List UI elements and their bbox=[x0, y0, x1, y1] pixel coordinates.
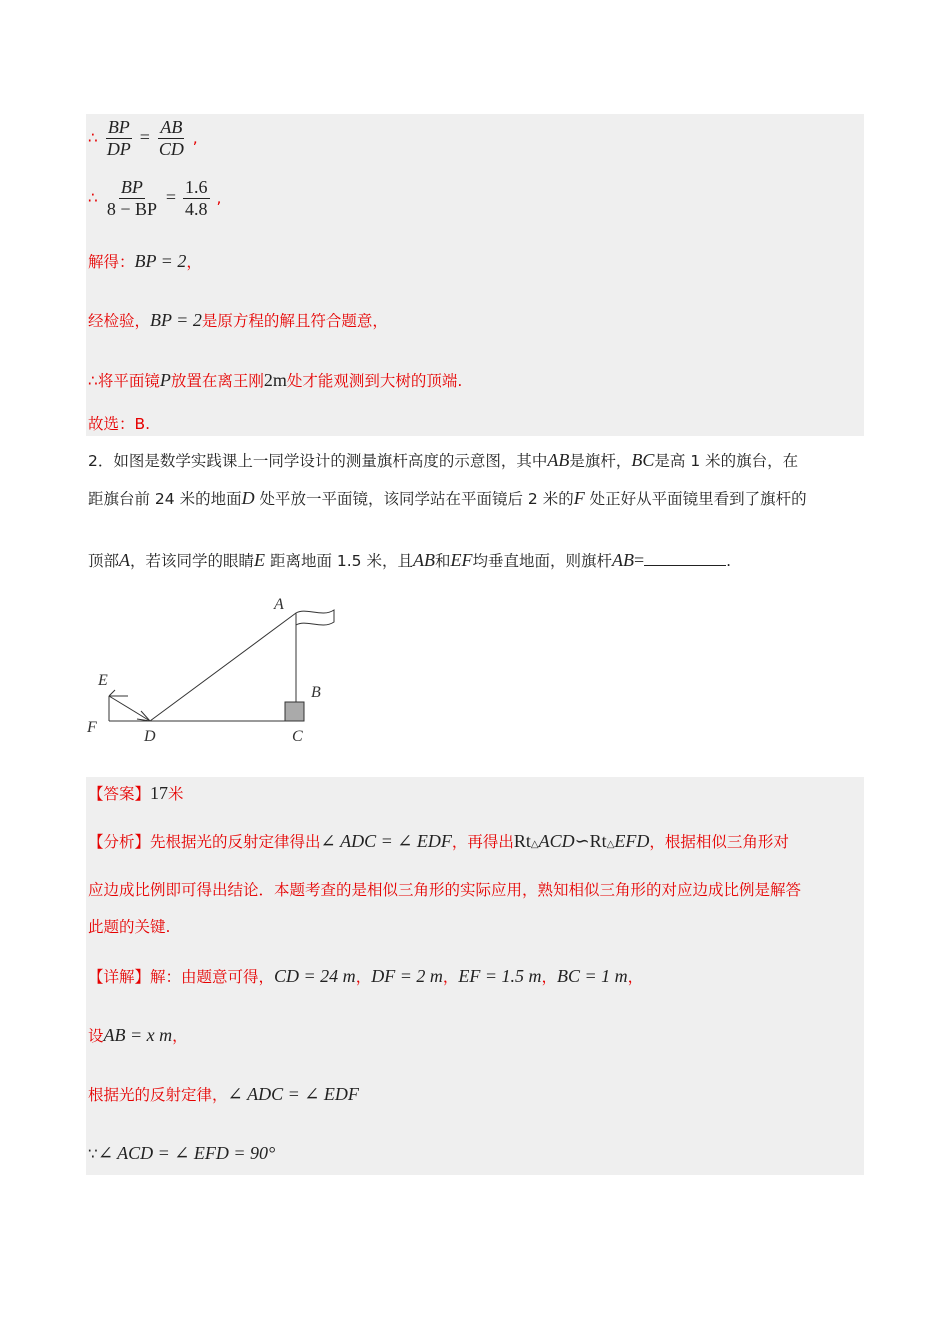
question-2-line-3: 顶部A，若该同学的眼睛E 距离地面 1.5 米，且AB和EF均垂直地面，则旗杆AB= . bbox=[88, 550, 732, 570]
triangle-symbol: △ bbox=[606, 839, 615, 850]
light-ray-ad bbox=[150, 613, 296, 721]
flagpole-diagram bbox=[84, 592, 344, 752]
analysis-line-3: 此题的关键. bbox=[88, 918, 171, 936]
label-d: D bbox=[144, 728, 156, 745]
detail-line-3: 根据光的反射定律，∠ ADC = ∠ EDF bbox=[88, 1084, 359, 1104]
fraction-ab-cd: $\frac{AB}{CD}$ bbox=[158, 117, 184, 159]
step-conclusion: ∴将平面镜P放置在离王刚2m处才能观测到大树的顶端. bbox=[88, 370, 463, 390]
step-ratio-1: ∴ $\frac{BP}{DP}$ = $\frac{AB}{CD}$ , bbox=[88, 117, 198, 159]
step-check: 经检验，BP = 2是原方程的解且符合题意， bbox=[88, 310, 388, 330]
label-a: A bbox=[274, 596, 284, 613]
answer-blank bbox=[644, 549, 726, 566]
detail-line-1: 【详解】解：由题意可得，CD = 24 m，DF = 2 m，EF = 1.5 m，BC = 1 m， bbox=[88, 966, 644, 986]
question-2-line-1: 2．如图是数学实践课上一同学设计的测量旗杆高度的示意图，其中AB是旗杆，BC是高 1 米的旗台，在 bbox=[88, 450, 799, 470]
label-c: C bbox=[292, 728, 303, 745]
light-ray-de bbox=[109, 696, 150, 721]
fraction-bp-8-bp: $\frac{BP}{8 - BP}$ bbox=[106, 177, 157, 219]
analysis-line-2: 应边成比例即可得出结论．本题考查的是相似三角形的实际应用，熟知相似三角形的对应边成比例是解答 bbox=[88, 881, 802, 899]
step-ratio-2: ∴ $\frac{BP}{8 - BP}$ = $\frac{1.6}{4.8}$ , bbox=[88, 177, 222, 219]
triangle-symbol: △ bbox=[530, 839, 539, 850]
fraction-bp-dp: $\frac{BP}{DP}$ bbox=[106, 117, 131, 159]
label-e: E bbox=[98, 672, 108, 689]
flag-platform bbox=[285, 702, 304, 721]
step-solve: 解得：BP = 2， bbox=[88, 251, 202, 271]
label-b: B bbox=[311, 684, 321, 701]
detail-line-2: 设AB = x m， bbox=[88, 1025, 188, 1045]
flag bbox=[296, 610, 334, 625]
eye-marker bbox=[109, 690, 128, 696]
analysis-line-1: 【分析】先根据光的反射定律得出∠ ADC = ∠ EDF，再得出Rt△ACD∽Rt△EFD，根据相似三角形对 bbox=[88, 831, 789, 851]
label-f: F bbox=[87, 719, 97, 736]
step-choice: 故选：B. bbox=[88, 415, 151, 433]
arrow-head-d bbox=[137, 711, 150, 721]
fraction-1-6-4-8: $\frac{1.6}{4.8}$ bbox=[185, 177, 208, 219]
question-2-line-2: 距旗台前 24 米的地面D 处平放一平面镜，该同学站在平面镜后 2 米的F 处正好从平面镜里看到了旗杆的 bbox=[88, 488, 807, 508]
detail-line-4: ∵∠ ACD = ∠ EFD = 90° bbox=[88, 1143, 276, 1163]
answer-line: 【答案】17米 bbox=[88, 783, 184, 803]
